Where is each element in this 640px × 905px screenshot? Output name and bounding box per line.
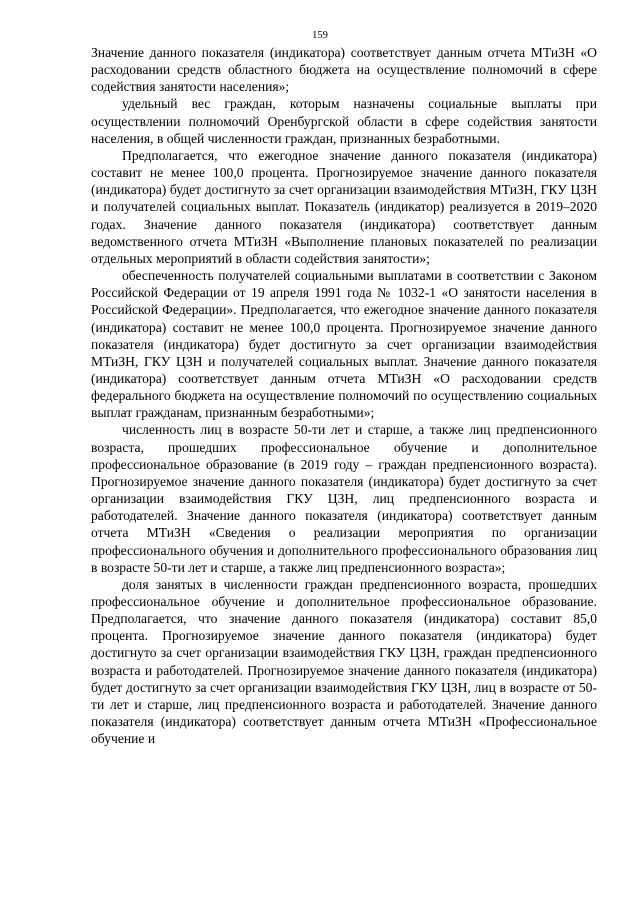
paragraph-persons-50-plus-training: численность лиц в возрасте 50-ти лет и старше, а также лиц предпенсионного возраста, прошедших профессиональное обучение и дополнительное профессиональное образование (в 2019 году – граждан предпенсионного возраста). Прогнозируемое значение данного показателя (индикатора) будет достигнуто за счет организации взаимодействия ГКУ ЦЗН, лиц предпенсионного возраста и работодателей. Значение данного показателя (индикатора) соответствует данным отчета МТиЗН «Сведения о реализации мероприятия по организации профессионального обучения и дополнительного профессионального образования лиц в возрасте 50-ти лет и старше, а также лиц предпенсионного возраста»; (91, 422, 597, 575)
paragraph-share-employed-prepension: доля занятых в численности граждан предпенсионного возраста, прошедших профессиональное обучение и дополнительное профессиональное образование. Предполагается, что значение данного показателя (индикатора) составит 85,0 процента. Прогнозируемое значение данного показателя (индикатора) будет достигнуто за счет организации взаимодействия ГКУ ЦЗН, граждан предпенсионного возраста и работодателей. Прогнозируемое значение данного показателя (индикатора) будет достигнуто за счет организации взаимодействия ГКУ ЦЗН, лиц в возрасте от 50-ти лет и старше, лиц предпенсионного возраста и работодателей. Значение данного показателя (индикатора) соответствует данным отчета МТиЗН «Профессиональное обучение и (91, 576, 597, 747)
paragraph-share-social-payments: удельный вес граждан, которым назначены социальные выплаты при осуществлении полномочий Оренбургской области в сфере содействия занятости населения, в общей численности граждан, признанных безработными. (91, 96, 597, 146)
paragraph-recipients-coverage: обеспеченность получателей социальными выплатами в соответствии с Законом Российской Федерации от 19 апреля 1991 года № 1032-1 «О занятости населения в Российской Федерации». Предполагается, что ежегодное значение данного показателя (индикатора) составит не менее 100,0 процента. Прогнозируемое значение данного показателя (индикатора) будет достигнуто за счет организации взаимодействия МТиЗН, ГКУ ЦЗН и получателей социальных выплат. Значение данного показателя (индикатора) соответствует данным отчета МТиЗН «О расходовании средств федерального бюджета на осуществление полномочий по осуществлению социальных выплат гражданам, признанным безработными»; (91, 268, 597, 421)
document-body (91, 44, 597, 747)
page-number: 159 (312, 30, 328, 41)
paragraph-forecast-100-percent: Предполагается, что ежегодное значение данного показателя (индикатора) составит не менее 100,0 процента. Прогнозируемое значение данного показателя (индикатора) будет достигнуто за счет организации взаимодействия МТиЗН, ГКУ ЦЗН и получателей социальных выплат. Показатель (индикатор) реализуется в 2019–2020 годах. Значение данного показателя (индикатора) соответствует данным ведомственного отчета МТиЗН «Выполнение плановых показателей по реализации отдельных мероприятий в области содействия занятости»; (91, 147, 597, 266)
paragraph-indicator-source: Значение данного показателя (индикатора) соответствует данным отчета МТиЗН «О расходовании средств областного бюджета на осуществление полномочий в сфере содействия занятости населения»; (91, 45, 597, 95)
